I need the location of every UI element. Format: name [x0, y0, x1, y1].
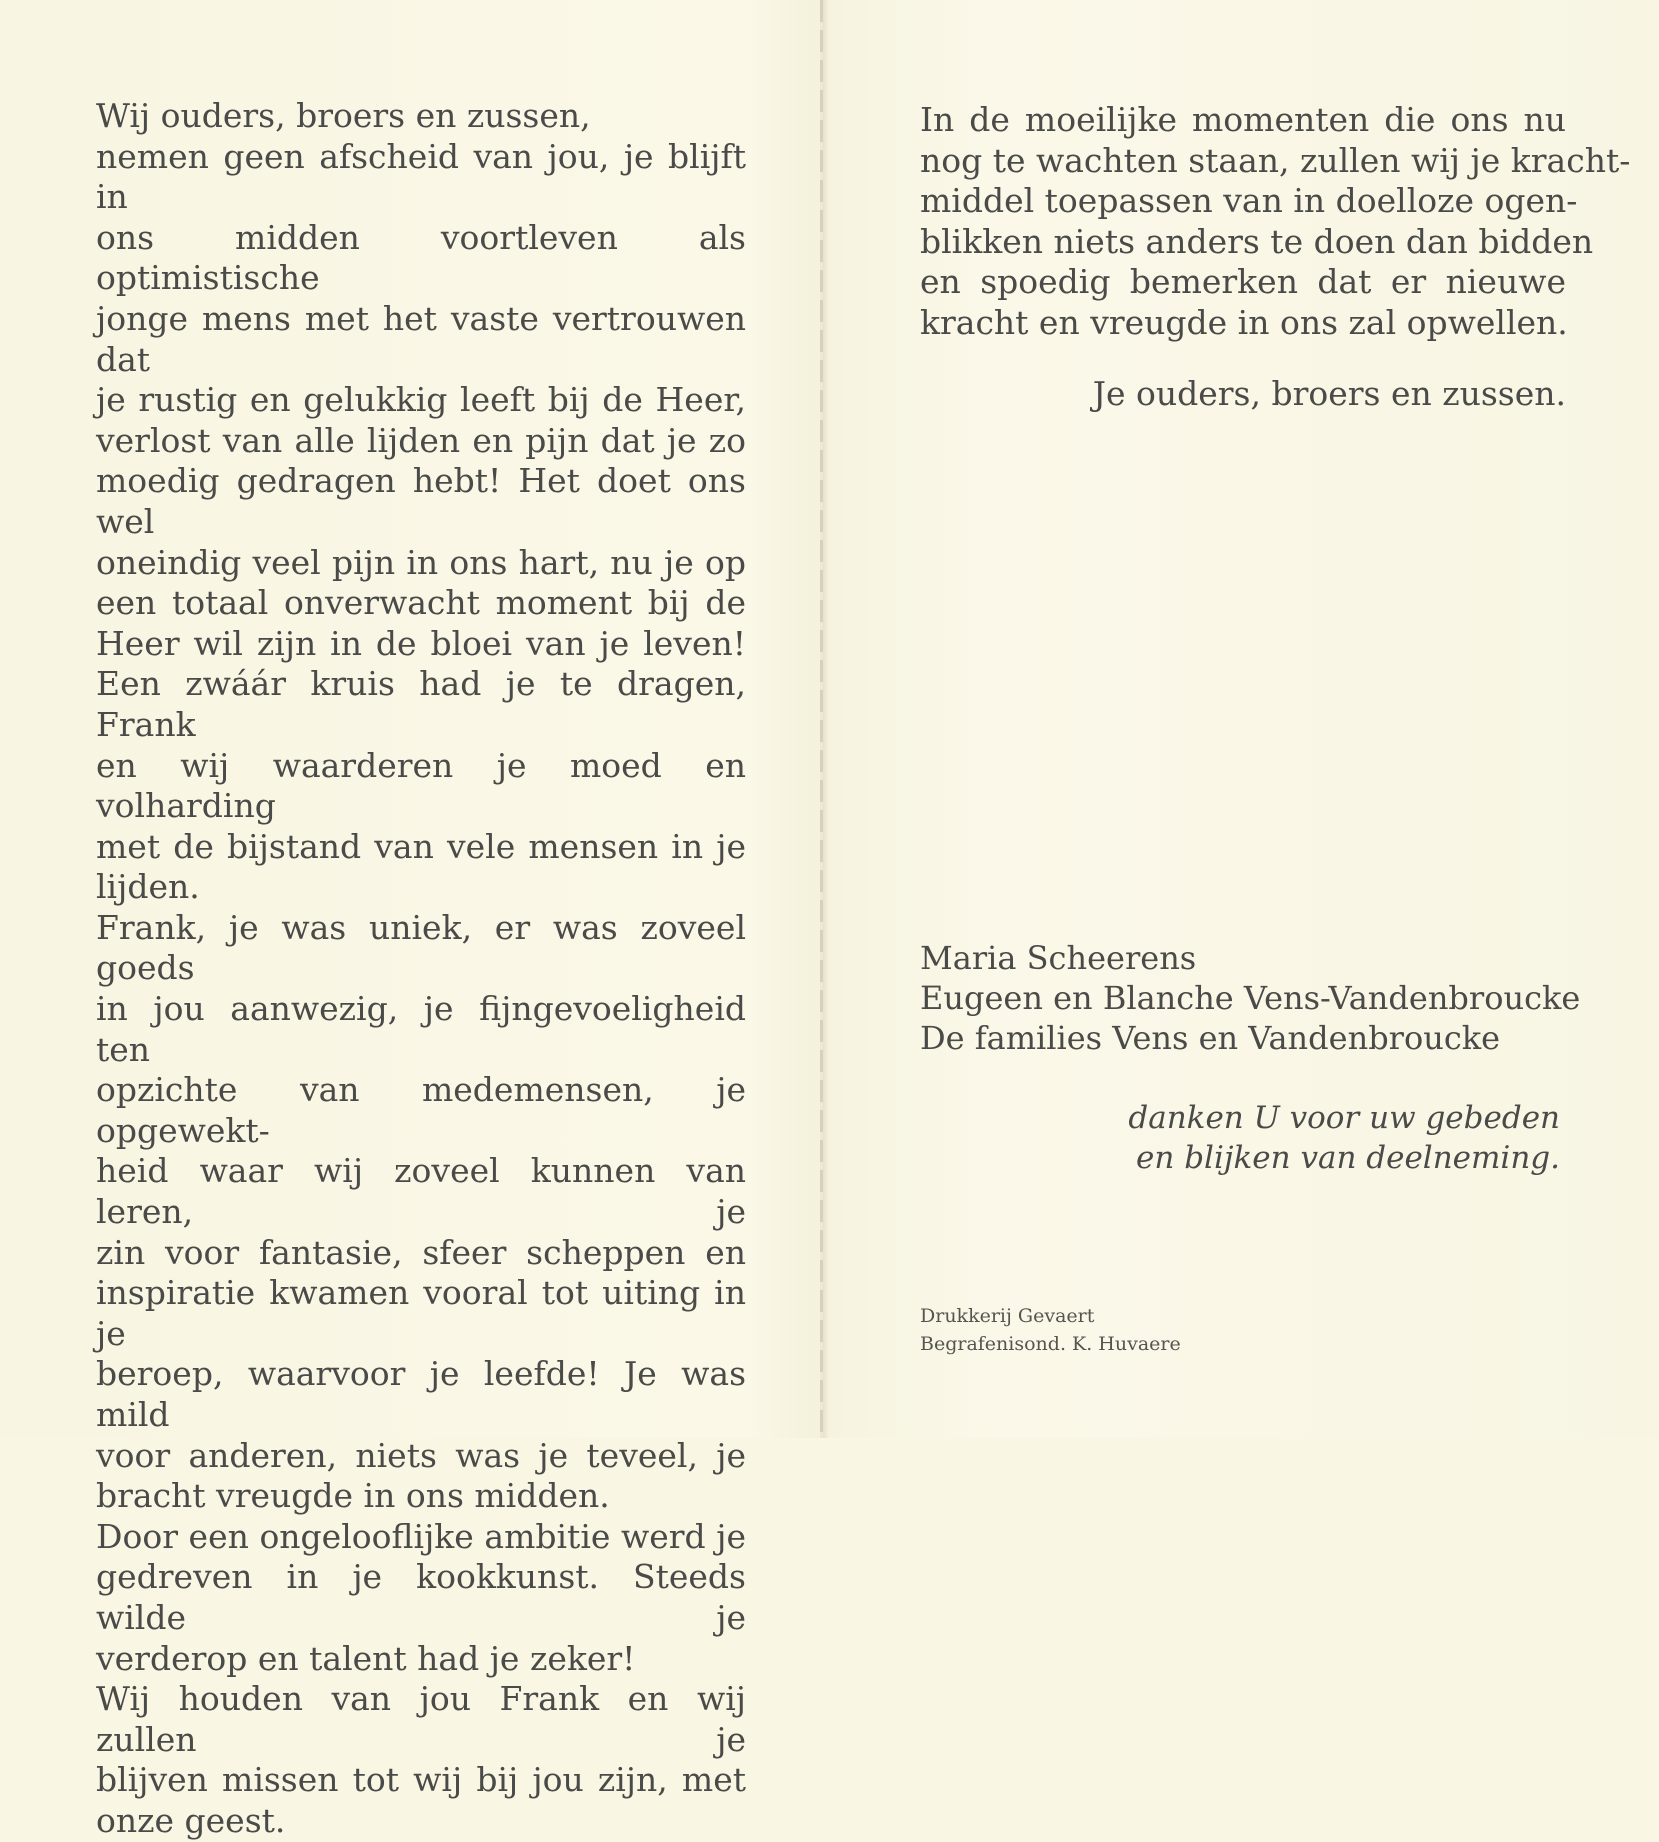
- printer-line: Begrafenisond. K. Huvaere: [920, 1333, 1181, 1355]
- text-line: middel toepassen van in doelloze ogen-: [920, 181, 1578, 221]
- text-line: met de bijstand van vele mensen in je: [96, 826, 746, 866]
- text-line: en spoedig bemerken dat er nieuwe: [920, 262, 1566, 302]
- right-page-text: [920, 100, 1631, 344]
- text-line: voor anderen, niets was je teveel, je: [96, 1435, 746, 1475]
- text-line: verderop en talent had je zeker!: [96, 1638, 636, 1678]
- printer-line: Drukkerij Gevaert: [920, 1305, 1095, 1327]
- text-line: nemen geen afscheid van jou, je blijft in: [96, 136, 746, 217]
- family-name-line: Maria Scheerens: [920, 939, 1197, 977]
- thanks-line: en blijken van deelneming.: [1136, 1140, 1560, 1176]
- text-line: blikken niets anders te doen dan bidden: [920, 221, 1594, 261]
- family-signature: Je ouders, broers en zussen.: [1092, 374, 1566, 413]
- text-line: Een zwáár kruis had je te dragen, Frank: [96, 664, 746, 744]
- family-names: [920, 938, 1600, 1058]
- family-name-line: Eugeen en Blanche Vens-Vandenbroucke: [920, 979, 1581, 1017]
- text-line: onze geest.: [96, 1800, 286, 1840]
- text-line: kracht en vreugde in ons zal opwellen.: [920, 302, 1568, 342]
- card-fold-shadow: [823, 0, 829, 1438]
- family-name-line: De families Vens en Vandenbroucke: [920, 1019, 1501, 1057]
- text-line: jonge mens met het vaste vertrouwen dat: [96, 298, 746, 379]
- text-line: zin voor fantasie, sfeer scheppen en: [96, 1232, 746, 1272]
- text-line: opzichte van medemensen, je opgewekt-: [96, 1070, 746, 1150]
- text-line: je rustig en gelukkig leeft bij de Heer,: [96, 380, 746, 420]
- text-line: verlost van alle lijden en pijn dat je zo: [96, 420, 746, 460]
- text-line: nog te wachten staan, zullen wij je kracht-: [920, 140, 1631, 180]
- text-line: bracht vreugde in ons midden.: [96, 1476, 610, 1516]
- text-line: Heer wil zijn in de bloei van je leven!: [96, 623, 746, 663]
- text-line: blijven missen tot wij bij jou zijn, met: [96, 1760, 746, 1800]
- left-page-text: [96, 96, 746, 1842]
- thanks-line: danken U voor uw gebeden: [1128, 1100, 1560, 1136]
- text-line: lijden.: [96, 867, 200, 907]
- text-line: in jou aanwezig, je fijngevoeligheid ten: [96, 989, 746, 1069]
- text-line: inspiratie kwamen vooral tot uiting in je: [96, 1273, 746, 1353]
- text-line: heid waar wij zoveel kunnen van leren, je: [96, 1151, 746, 1232]
- printer-credit: [920, 1302, 1181, 1358]
- text-line: Door een ongelooflijke ambitie werd je: [96, 1516, 746, 1556]
- text-line: oneindig veel pijn in ons hart, nu je op: [96, 542, 746, 582]
- text-line: beroep, waarvoor je leefde! Je was mild: [96, 1354, 746, 1434]
- text-line: ons midden voortleven als optimistische: [96, 217, 746, 298]
- text-line: moedig gedragen hebt! Het doet ons wel: [96, 461, 746, 541]
- thanks-message: [920, 1098, 1560, 1178]
- text-line: In de moeilijke momenten die ons nu: [920, 100, 1566, 139]
- text-line: gedreven in je kookkunst. Steeds wilde je: [96, 1557, 746, 1637]
- text-line: Wij ouders, broers en zussen,: [96, 96, 591, 135]
- text-line: Frank, je was uniek, er was zoveel goeds: [96, 907, 746, 988]
- text-line: en wij waarderen je moed en volharding: [96, 745, 746, 826]
- text-line: Wij houden van jou Frank en wij zullen je: [96, 1679, 746, 1759]
- text-line: een totaal onverwacht moment bij de: [96, 583, 746, 623]
